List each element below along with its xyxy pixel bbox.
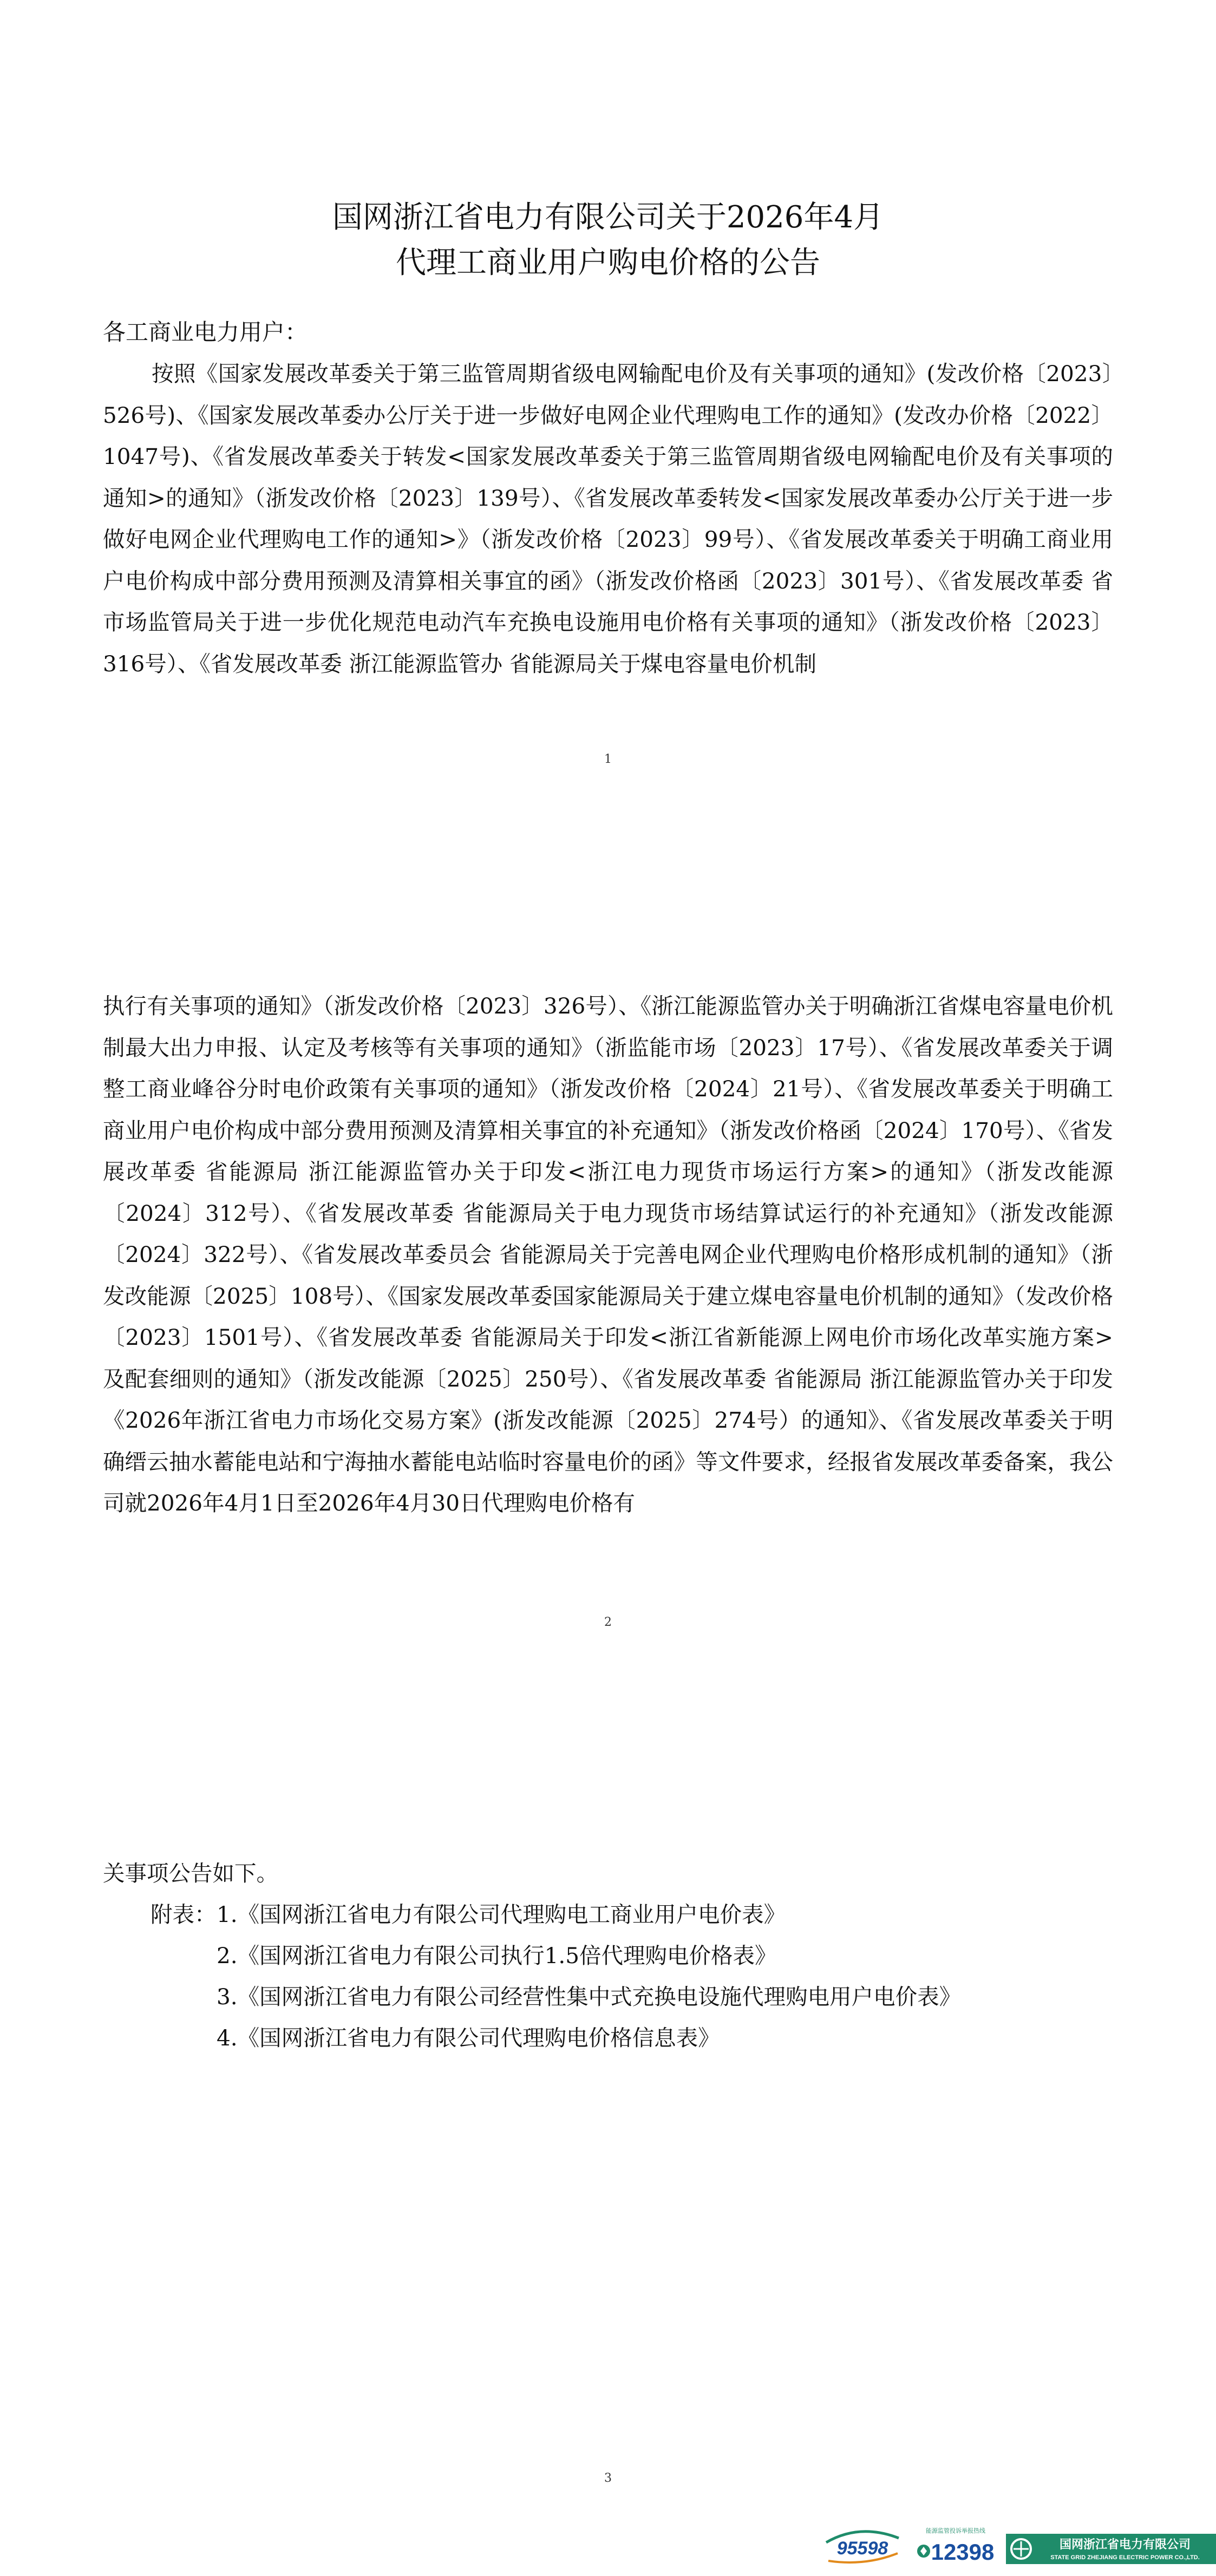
- page-number-1: 1: [604, 753, 612, 766]
- page-number-3: 3: [604, 2472, 612, 2485]
- footer-logos: [812, 2518, 1216, 2576]
- state-grid-logo-icon: [1006, 2534, 1216, 2564]
- hotline-12398-text: 12398: [931, 2539, 995, 2565]
- page-title-line-1: 国网浙江省电力有限公司关于2026年4月: [332, 199, 884, 235]
- body-paragraph-1: 按照《国家发展改革委关于第三监管周期省级电网输配电价及有关事项的通知》(发改价格〔2023〕526号)、《国家发展改革委办公厅关于进一步做好电网企业代理购电工作的通知》(发改办价格〔2022〕1047号)、《省发展改革委关于转发<国家发展改革委关于第三监管周期省级电网输配电价及有关事项的通知>的通知》（浙发改价格〔2023〕139号）、《省发展改革委转发<国家发展改革委办公厅关于进一步做好电网企业代理购电工作的通知>》（浙发改价格〔2023〕99号）、《省发展改革委关于明确工商业用户电价构成中部分费用预测及清算相关事宜的函》（浙发改价格函〔2023〕301号）、《省发展改革委 省市场监管局关于进一步优化规范电动汽车充换电设施用电价格有关事项的通知》（浙发改价格〔2023〕316号）、《省发展改革委 浙江能源监管办 省能源局关于煤电容量电价机制: [103, 361, 1113, 677]
- company-name-en: STATE GRID ZHEJIANG ELECTRIC POWER CO.,LTD.: [1050, 2554, 1200, 2561]
- body-paragraph-2: 执行有关事项的通知》（浙发改价格〔2023〕326号）、《浙江能源监管办关于明确浙江省煤电容量电价机制最大出力申报、认定及考核等有关事项的通知》（浙监能市场〔2023〕17号）、《省发展改革委关于调整工商业峰谷分时电价政策有关事项的通知》（浙发改价格〔2024〕21号）、《省发展改革委关于明确工商业用户电价构成中部分费用预测及清算相关事宜的补充通知》（浙发改价格函〔2024〕170号）、《省发展改革委 省能源局 浙江能源监管办关于印发<浙江电力现货市场运行方案>的通知》（浙发改能源〔2024〕312号）、《省发展改革委 省能源局关于电力现货市场结算试运行的补充通知》（浙发改能源〔2024〕322号）、《省发展改革委员会 省能源局关于完善电网企业代理购电价格形成机制的通知》（浙发改能源〔2025〕108号）、《国家发展改革委国家能源局关于建立煤电容量电价机制的通知》（发改价格〔2023〕1501号）、《省发展改革委 省能源局关于印发<浙江省新能源上网电价市场化改革实施方案>及配套细则的通知》（浙发改能源〔2025〕250号）、《省发展改革委 省能源局 浙江能源监管办关于印发《2026年浙江省电力市场化交易方案》(浙发改能源〔2025〕274号）的通知》、《省发展改革委关于明确缙云抽水蓄能电站和宁海抽水蓄能电站临时容量电价的函》等文件要求，经报省发展改革委备案，我公司就2026年4月1日至2026年4月30日代理购电价格有: [103, 993, 1113, 1516]
- page-number-2: 2: [604, 1616, 612, 1629]
- attachment-item-3: 3.《国网浙江省电力有限公司经营性集中式充换电设施代理购电用户电价表》: [217, 1984, 962, 2010]
- hotline-12398-logo-icon: [915, 2521, 996, 2572]
- hotline-12398-caption: 能源监管投诉举报热线: [926, 2527, 985, 2534]
- salutation: 各工商业电力用户：: [103, 319, 308, 345]
- hotline-95598-text: 95598: [836, 2538, 888, 2559]
- body-paragraph-3: 关事项公告如下。: [103, 1860, 278, 1886]
- hotline-95598-logo-icon: [822, 2526, 903, 2564]
- page-title-line-2: 代理工商业用户购电价格的公告: [396, 245, 820, 280]
- attachment-item-2: 2.《国网浙江省电力有限公司执行1.5倍代理购电价格表》: [217, 1943, 777, 1969]
- attachment-item-1: 1.《国网浙江省电力有限公司代理购电工商业用户电价表》: [217, 1901, 786, 1927]
- company-name-cn: 国网浙江省电力有限公司: [1059, 2538, 1191, 2552]
- attachment-item-4: 4.《国网浙江省电力有限公司代理购电价格信息表》: [217, 2025, 720, 2051]
- attachments-label: 附表：: [151, 1901, 217, 1927]
